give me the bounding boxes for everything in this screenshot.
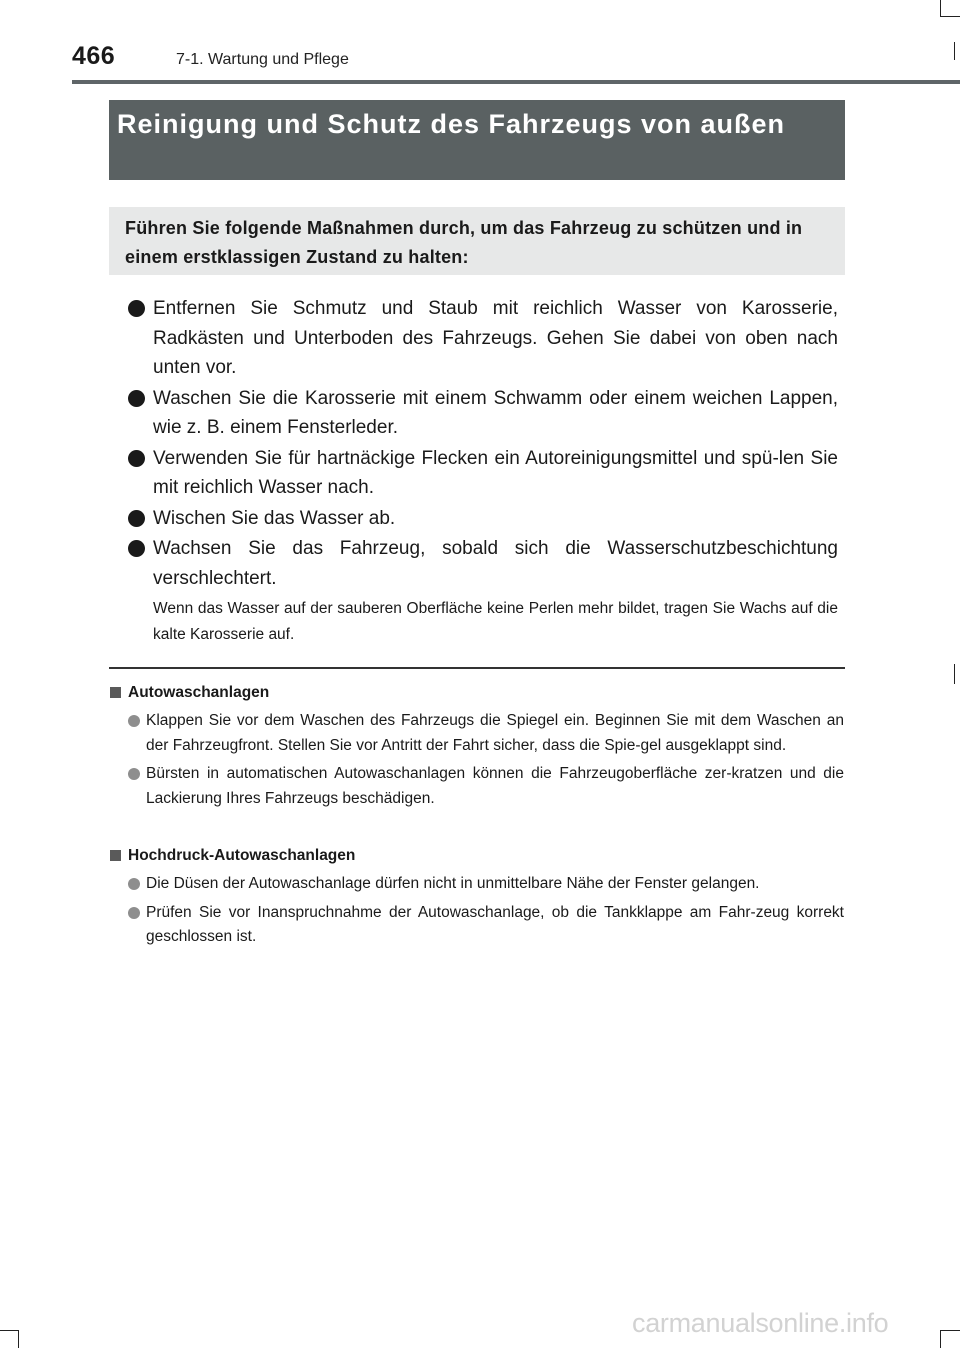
crop-mark-top-right: [954, 42, 955, 60]
section-heading: [110, 680, 844, 705]
intro-box: Führen Sie folgende Maßnahmen durch, um das Fahrzeug zu schützen und in einem erstklassigen Zustand zu halten:: [109, 207, 845, 275]
watermark: carmanualsonline.info: [632, 1308, 889, 1338]
wax-note: Wenn das Wasser auf der sauberen Oberfläche keine Perlen mehr bildet, tragen Sie Wachs auf die kalte Karosserie auf.: [153, 600, 838, 643]
list-item-text: Entfernen Sie Schmutz und Staub mit reichlich Wasser von Karosserie, Radkästen und Unterboden des Fahrzeugs. Gehen Sie dabei von oben nach unten vor.: [153, 298, 838, 378]
crop-mark-bottom-left: [18, 1330, 19, 1348]
list-item-text: Wachsen Sie das Fahrzeug, sobald sich die Wasserschutzbeschichtung verschlechtert.: [153, 538, 838, 589]
grey-bullet-icon: [128, 878, 140, 890]
list-item-text: Klappen Sie vor dem Waschen des Fahrzeugs die Spiegel ein. Beginnen Sie mit dem Waschen an der Fahrzeugfront. Stellen Sie vor Antritt der Fahrt sicher, dass die Spie-gel ausgeklappt sind.: [146, 712, 844, 754]
list-item: [128, 444, 838, 503]
grey-bullet-icon: [128, 715, 140, 727]
crop-mark-top: [940, 16, 960, 17]
bullet-dot-icon: [128, 540, 145, 557]
square-bullet-icon: [110, 687, 121, 698]
list-item: [128, 384, 838, 443]
list-item-text: Verwenden Sie für hartnäckige Flecken ein Autoreinigungsmittel und spü-len Sie mit reichlich Wasser nach.: [153, 447, 838, 498]
page-number: 466: [72, 42, 116, 70]
list-item: [110, 709, 844, 758]
list-item: [128, 504, 838, 534]
list-item: [110, 762, 844, 811]
list-item-text: Bürsten in automatischen Autowaschanlagen können die Fahrzeugoberfläche zer-kratzen und die Lackierung Ihres Fahrzeugs beschädigen.: [146, 765, 844, 807]
crop-mark-bottom-right: [940, 1330, 941, 1348]
crop-mark-bottom-left: [0, 1330, 18, 1331]
grey-bullet-icon: [128, 907, 140, 919]
list-item-text: Prüfen Sie vor Inanspruchnahme der Autowaschanlage, ob die Tankklappe am Fahr-zeug korrekt geschlossen ist.: [146, 903, 844, 945]
section-heading-text: Autowaschanlagen: [128, 684, 270, 701]
section-title: Reinigung und Schutz des Fahrzeugs von außen: [109, 100, 845, 180]
section-hochdruck: [110, 843, 844, 950]
list-item-text: Waschen Sie die Karosserie mit einem Schwamm oder einem weichen Lappen, wie z. B. einem Fensterleder.: [153, 387, 838, 438]
list-item: [128, 534, 838, 593]
list-item-text: Wischen Sie das Wasser ab.: [153, 507, 396, 529]
section-autowaschanlagen: [110, 680, 844, 811]
bullet-dot-icon: [128, 300, 145, 317]
crop-mark-top: [940, 0, 941, 16]
grey-bullet-icon: [128, 768, 140, 780]
crop-mark-right: [954, 664, 955, 684]
header-rule: [72, 80, 960, 84]
list-item: [110, 901, 844, 950]
crop-mark-bottom-right: [940, 1330, 960, 1331]
section-divider: [109, 667, 845, 669]
section-heading-text: Hochdruck-Autowaschanlagen: [128, 847, 356, 864]
section-heading: [110, 843, 844, 868]
main-bullet-list: [128, 294, 838, 594]
sub-list: [110, 872, 844, 950]
chapter-title: 7-1. Wartung und Pflege: [176, 51, 349, 68]
list-item-text: Die Düsen der Autowaschanlage dürfen nicht in unmittelbare Nähe der Fenster gelangen.: [146, 875, 760, 892]
list-item: [110, 872, 844, 897]
sub-list: [110, 709, 844, 811]
square-bullet-icon: [110, 850, 121, 861]
bullet-dot-icon: [128, 390, 145, 407]
bullet-dot-icon: [128, 450, 145, 467]
bullet-dot-icon: [128, 510, 145, 527]
list-item: [128, 294, 838, 383]
